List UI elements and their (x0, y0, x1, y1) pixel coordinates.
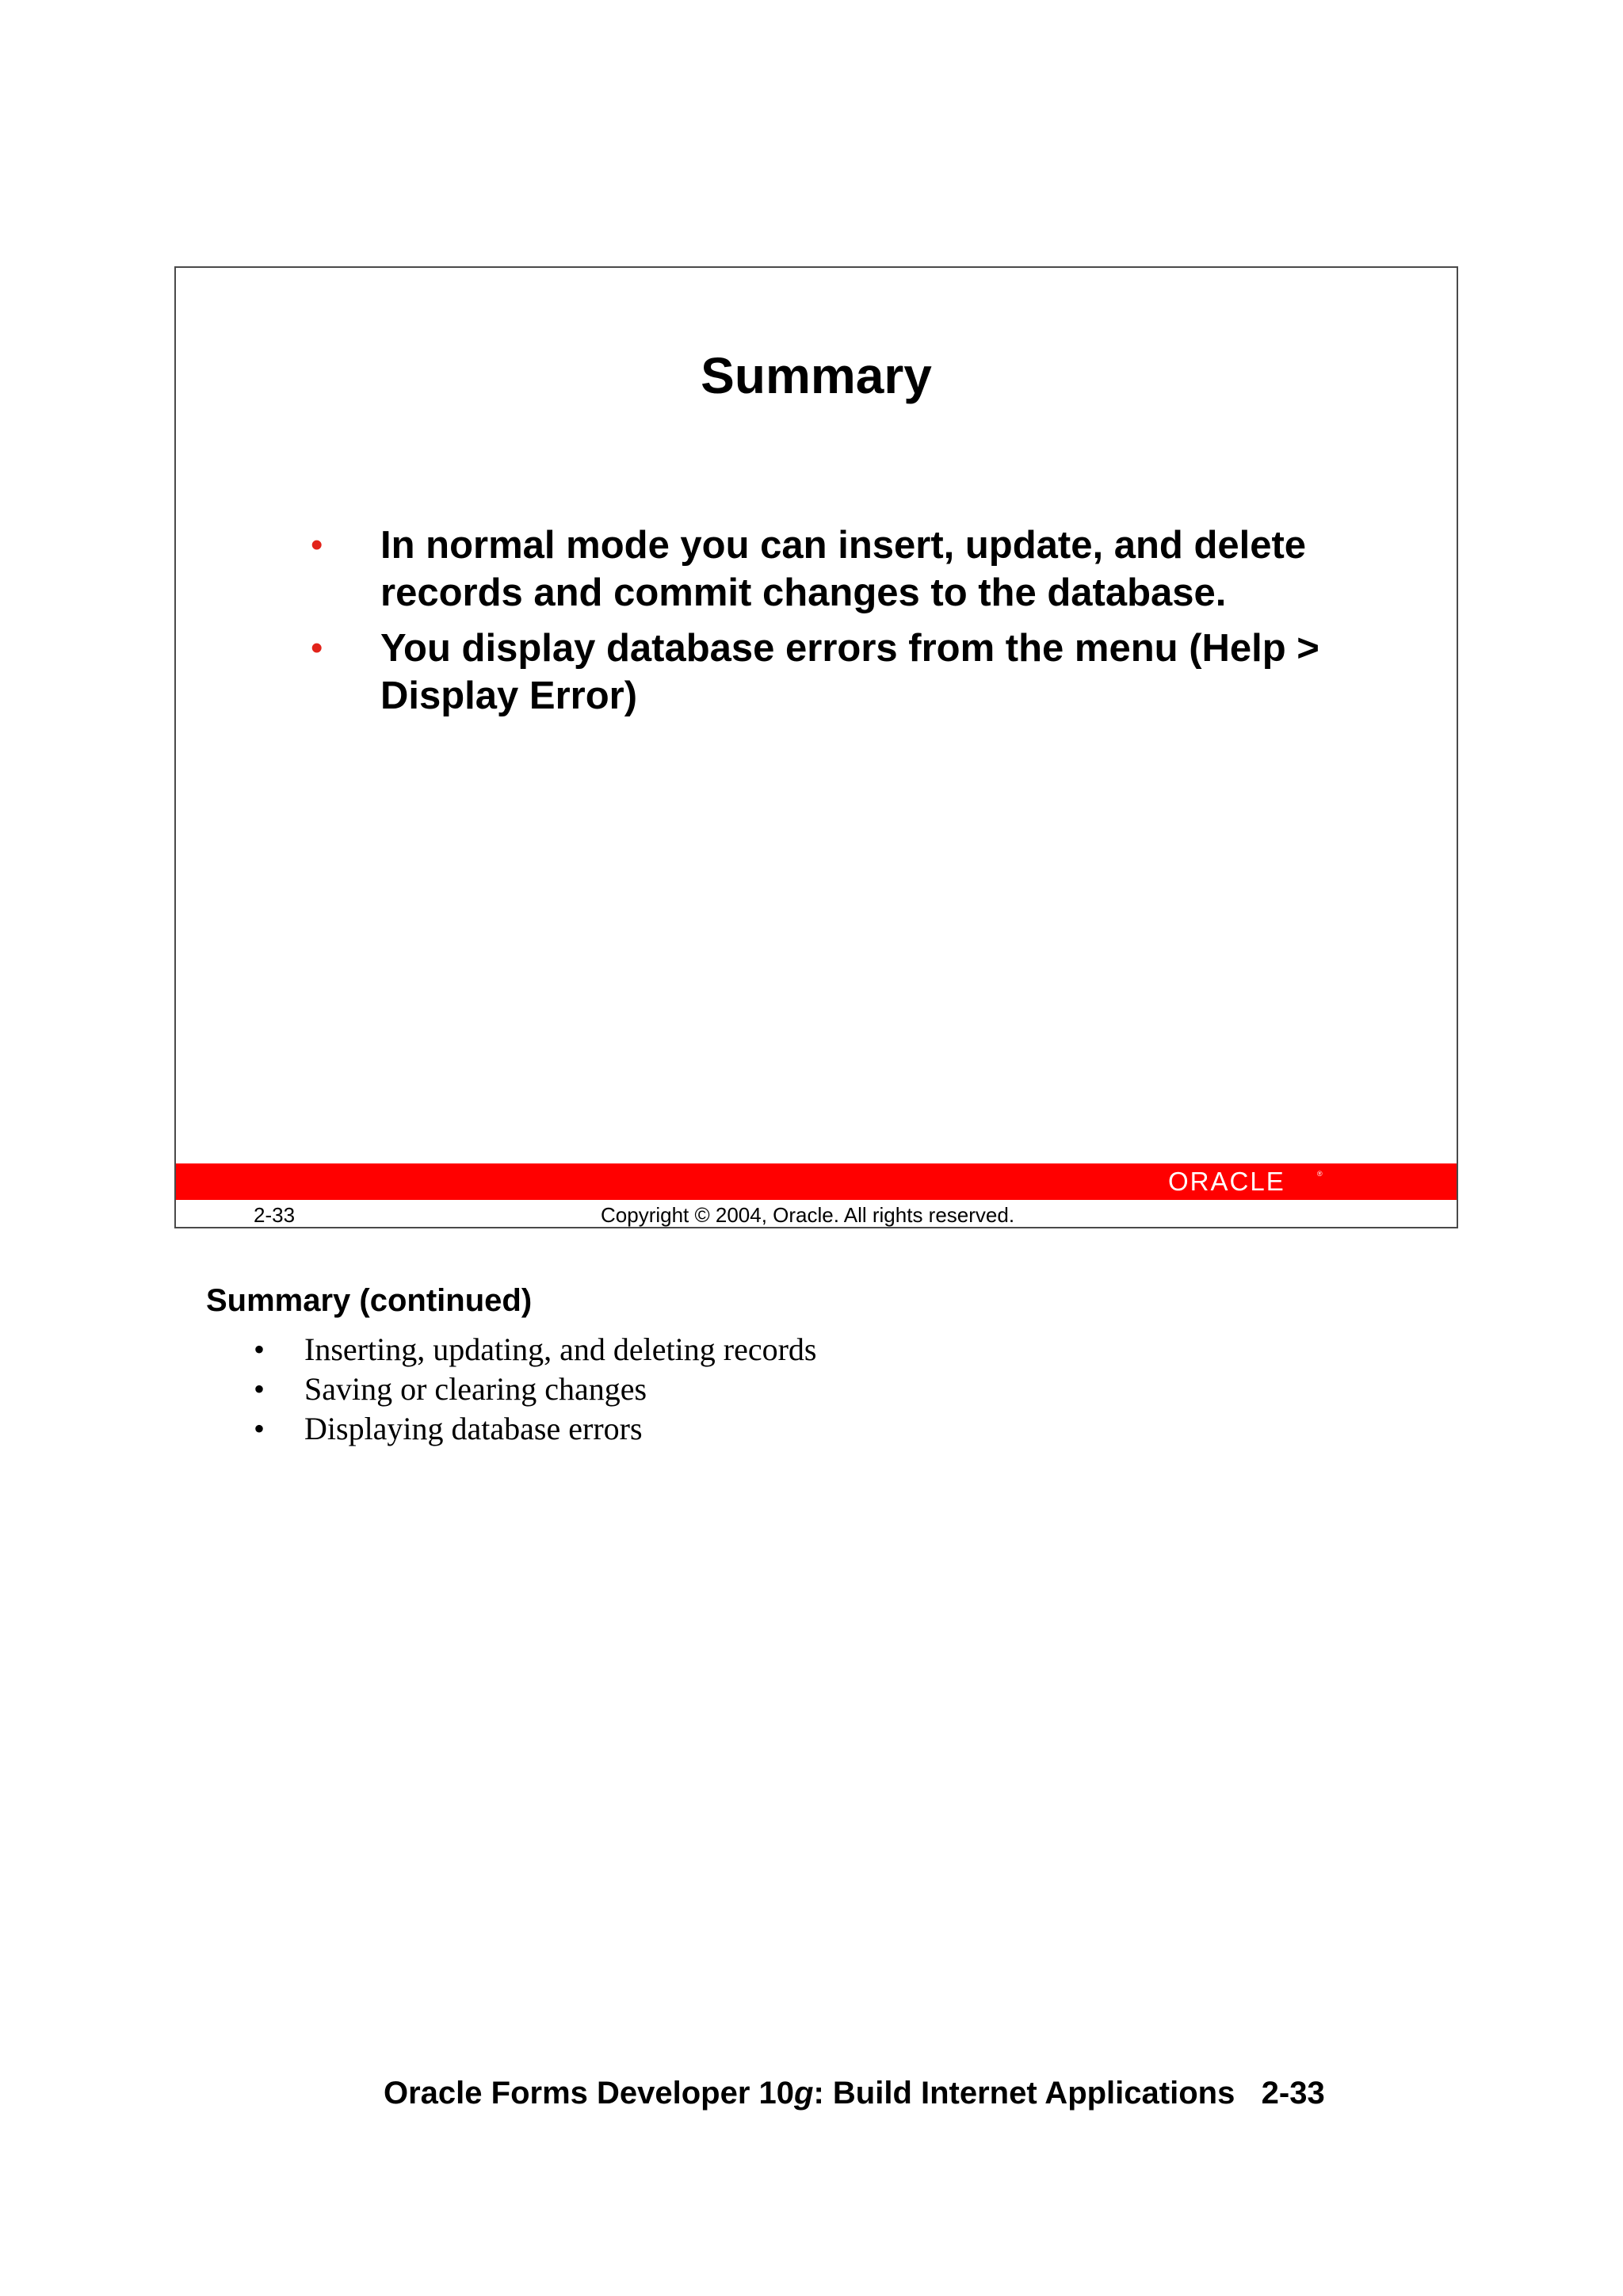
slide-bullet-text: In normal mode you can insert, update, and delete records and commit changes to the database. (380, 524, 1307, 614)
slide-number: 2-33 (254, 1203, 296, 1227)
oracle-logo (1168, 1167, 1327, 1197)
bullet-icon: • (311, 628, 323, 667)
footer-title-part1: Oracle Forms Developer 10 (384, 2076, 795, 2111)
notes-item-text: Displaying database errors (304, 1411, 643, 1446)
svg-text:®: ® (1317, 1170, 1323, 1178)
page-footer (384, 2073, 1325, 2113)
notes-list-item (250, 1370, 816, 1409)
bullet-icon: • (254, 1411, 265, 1446)
slide-title: Summary (701, 347, 932, 404)
slide-bullet-item (311, 521, 1357, 617)
notes-item-text: Inserting, updating, and deleting records (304, 1331, 817, 1367)
notes-list-item (250, 1409, 816, 1449)
bullet-icon: • (254, 1371, 265, 1407)
copyright-text: Copyright © 2004, Oracle. All rights reserved. (601, 1203, 1015, 1227)
footer-page-number: 2-33 (1261, 2076, 1325, 2111)
bullet-icon: • (311, 525, 323, 564)
slide-bullet-item (311, 625, 1357, 720)
slide-bullet-text: You display database errors from the menu (Help > Display Error) (380, 627, 1319, 717)
notes-item-text: Saving or clearing changes (304, 1371, 647, 1407)
slide-footer (176, 1201, 1457, 1228)
notes-list (250, 1330, 816, 1449)
bullet-icon: • (254, 1331, 265, 1367)
footer-title-part2: : Build Internet Applications (813, 2076, 1235, 2111)
footer-title-italic: g (794, 2076, 814, 2111)
slide-bullet-list (311, 521, 1357, 728)
notes-heading: Summary (continued) (206, 1283, 533, 1318)
notes-list-item (250, 1330, 816, 1370)
oracle-red-bar (176, 1163, 1457, 1200)
slide-frame (174, 266, 1458, 1228)
svg-text:ORACLE: ORACLE (1168, 1167, 1285, 1196)
